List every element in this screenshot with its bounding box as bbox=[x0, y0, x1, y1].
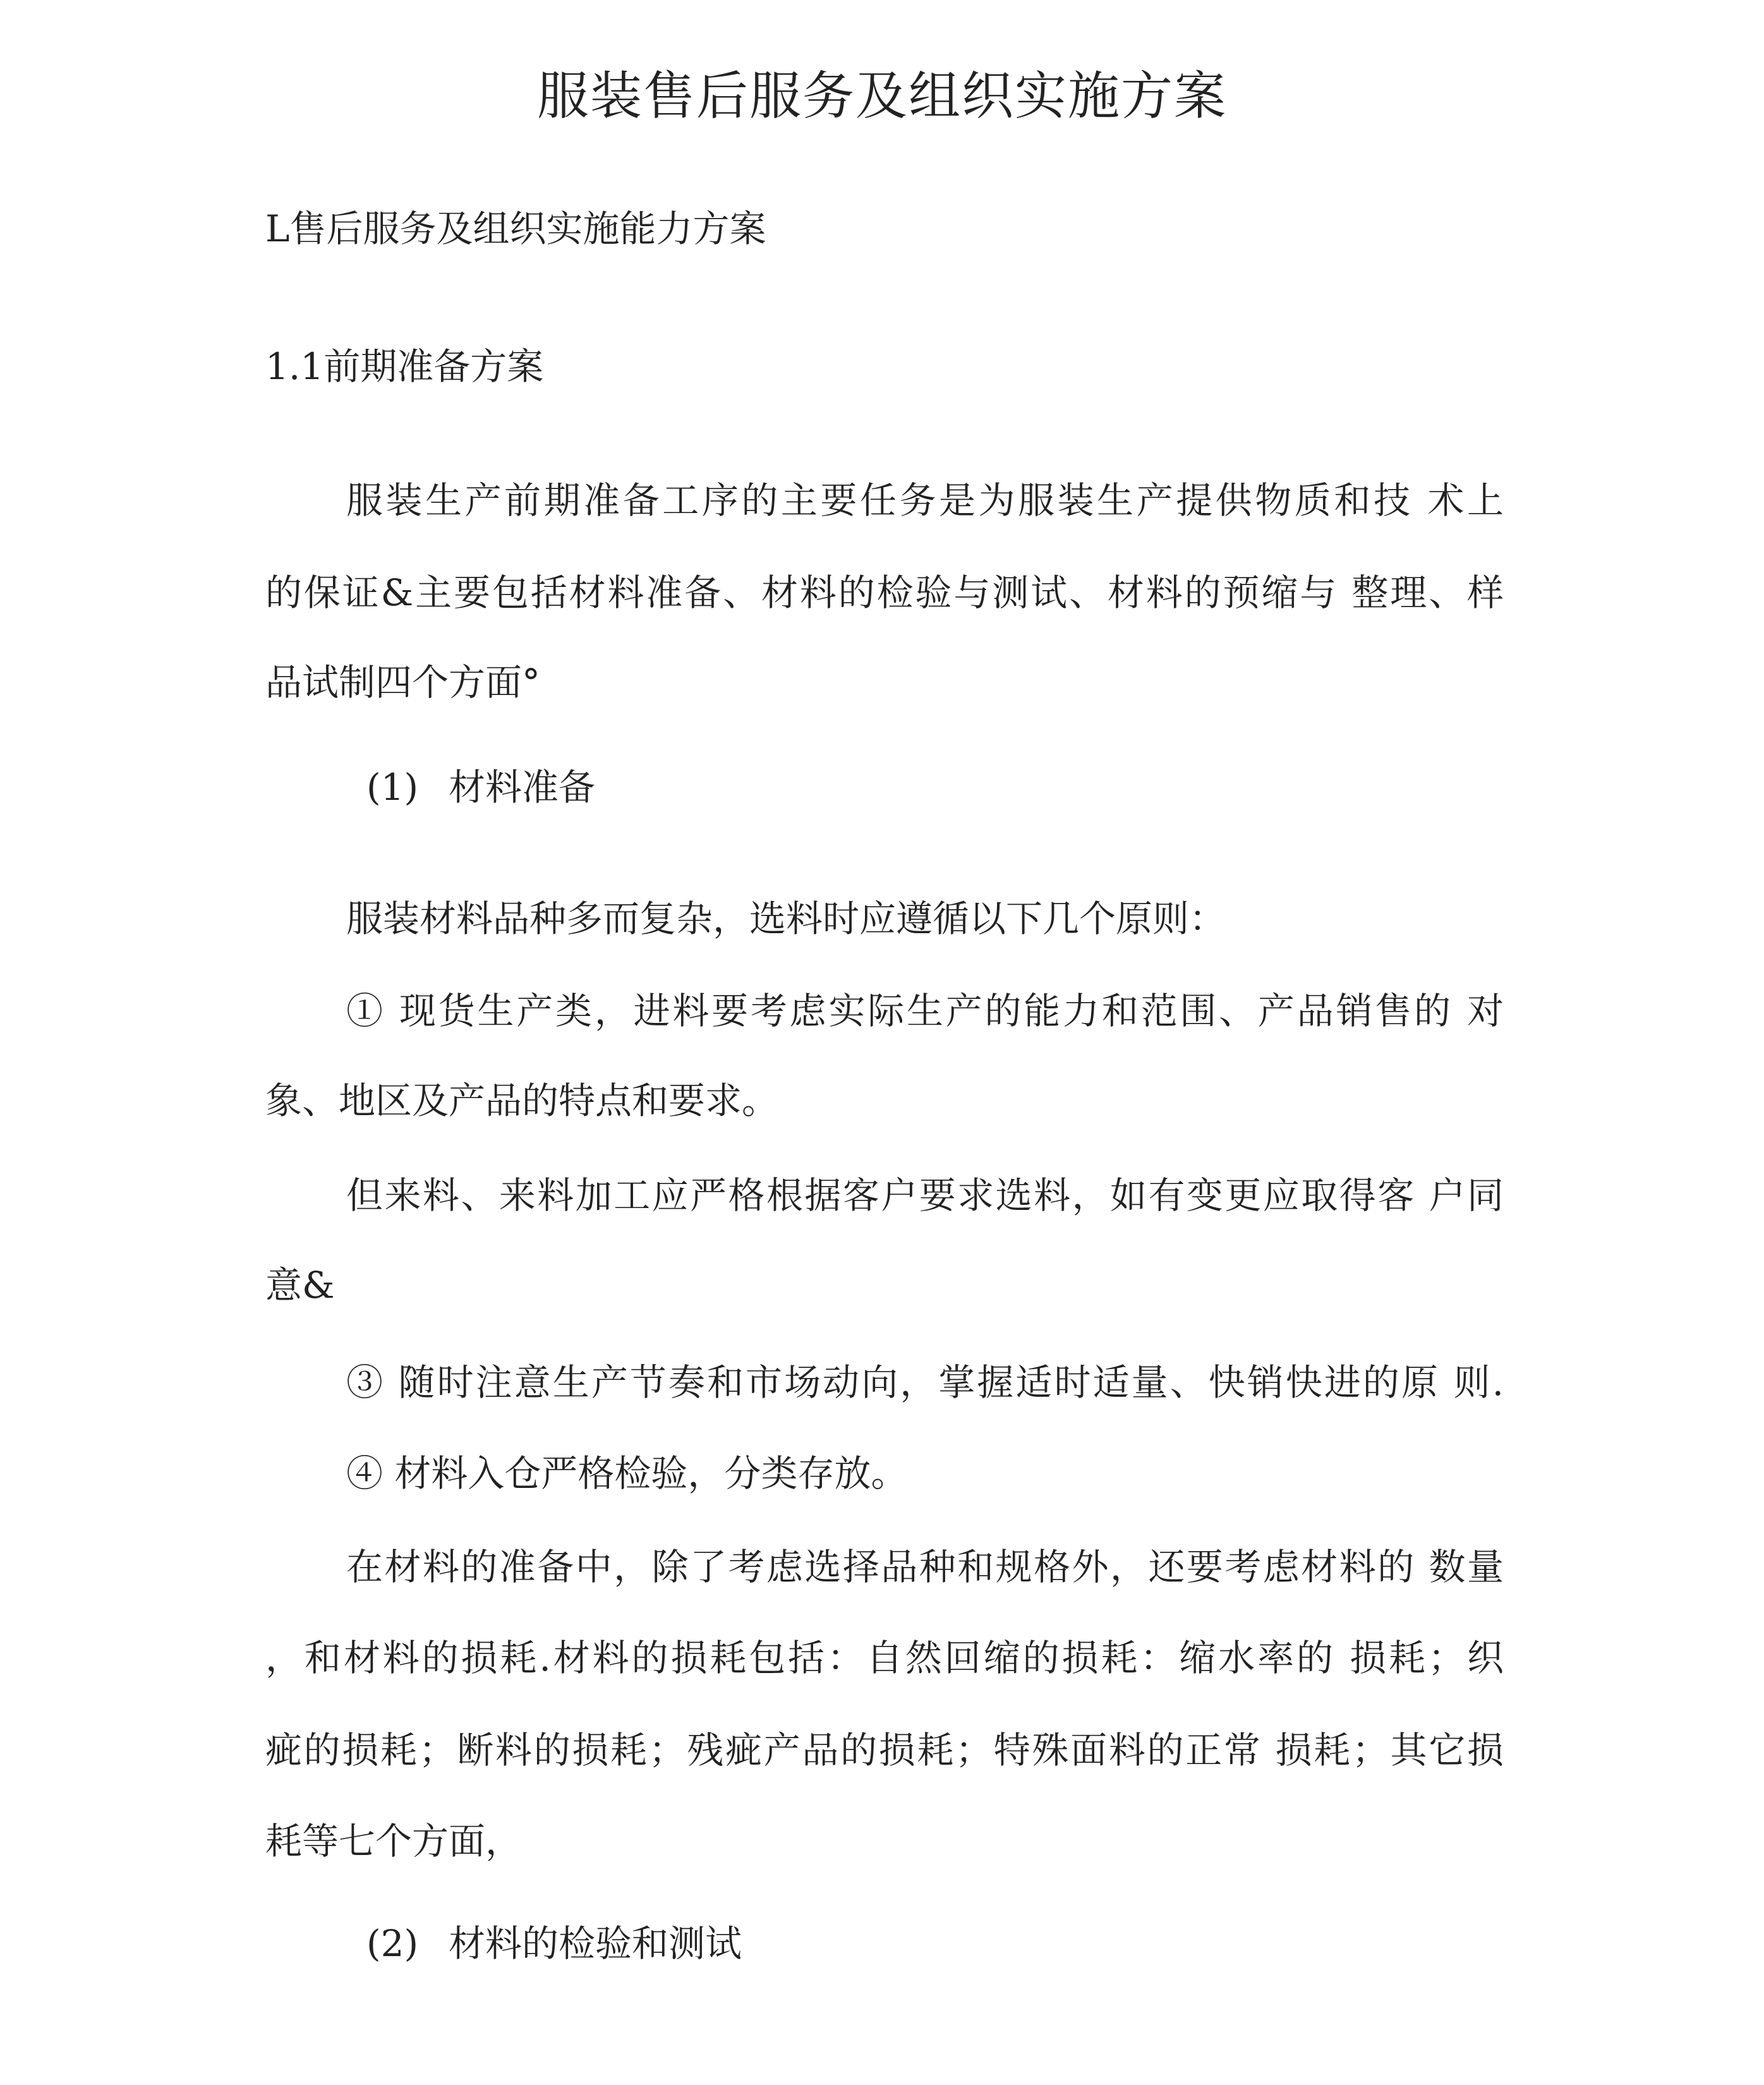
paragraph-intro-line-2: 的保证&主要包括材料准备、材料的检验与测试、材料的预缩与 整理、样 bbox=[265, 571, 1504, 614]
subheading-label: 材料的检验和测试 bbox=[449, 1922, 742, 1965]
list-item-1-line-1: ① 现货生产类，进料要考虑实际生产的能力和范围、产品销售的 对 bbox=[346, 989, 1504, 1032]
subheading-number: (1) bbox=[366, 766, 419, 809]
list-item-3: ③ 随时注意生产节奏和市场动向，掌握适时适量、快销快进的原 则. bbox=[346, 1361, 1504, 1404]
paragraph-loss-line-3: 疵的损耗；断料的损耗；残疵产品的损耗；特殊面料的正常 损耗；其它损 bbox=[265, 1729, 1504, 1772]
paragraph-loss-line-1: 在材料的准备中，除了考虑选择品种和规格外，还要考虑材料的 数量 bbox=[346, 1545, 1504, 1588]
document-title: 服装售后服务及组织实施方案 bbox=[536, 66, 1227, 126]
list-item-2-line-2: 意& bbox=[265, 1264, 335, 1307]
list-item-1-line-2: 象、地区及产品的特点和要求。 bbox=[265, 1079, 779, 1122]
subheading-number: (2) bbox=[366, 1922, 419, 1965]
paragraph-loss-line-2: ，和材料的损耗.材料的损耗包括：自然回缩的损耗：缩水率的 损耗；织 bbox=[265, 1636, 1504, 1679]
paragraph-intro-line-1: 服装生产前期准备工序的主要任务是为服装生产提供物质和技 术上 bbox=[346, 479, 1504, 522]
subheading-label: 材料准备 bbox=[449, 766, 596, 809]
heading-section-1-1: 1.1前期准备方案 bbox=[265, 345, 544, 388]
subheading-materials-prep bbox=[366, 762, 1605, 813]
paragraph-loss-line-4: 耗等七个方面， bbox=[265, 1820, 523, 1863]
subheading-material-testing bbox=[366, 1918, 1605, 1969]
paragraph-intro-line-3: 品试制四个方面° bbox=[265, 661, 541, 704]
list-item-2-line-1: 但来料、来料加工应严格根据客户要求选料，如有变更应取得客 户同 bbox=[346, 1174, 1504, 1217]
paragraph-principles: 服装材料品种多而复杂，选料时应遵循以下几个原则： bbox=[346, 897, 1226, 940]
heading-section-1: L售后服务及组织实施能力方案 bbox=[265, 207, 766, 250]
list-item-4: ④ 材料入仓严格检验，分类存放。 bbox=[346, 1452, 908, 1495]
